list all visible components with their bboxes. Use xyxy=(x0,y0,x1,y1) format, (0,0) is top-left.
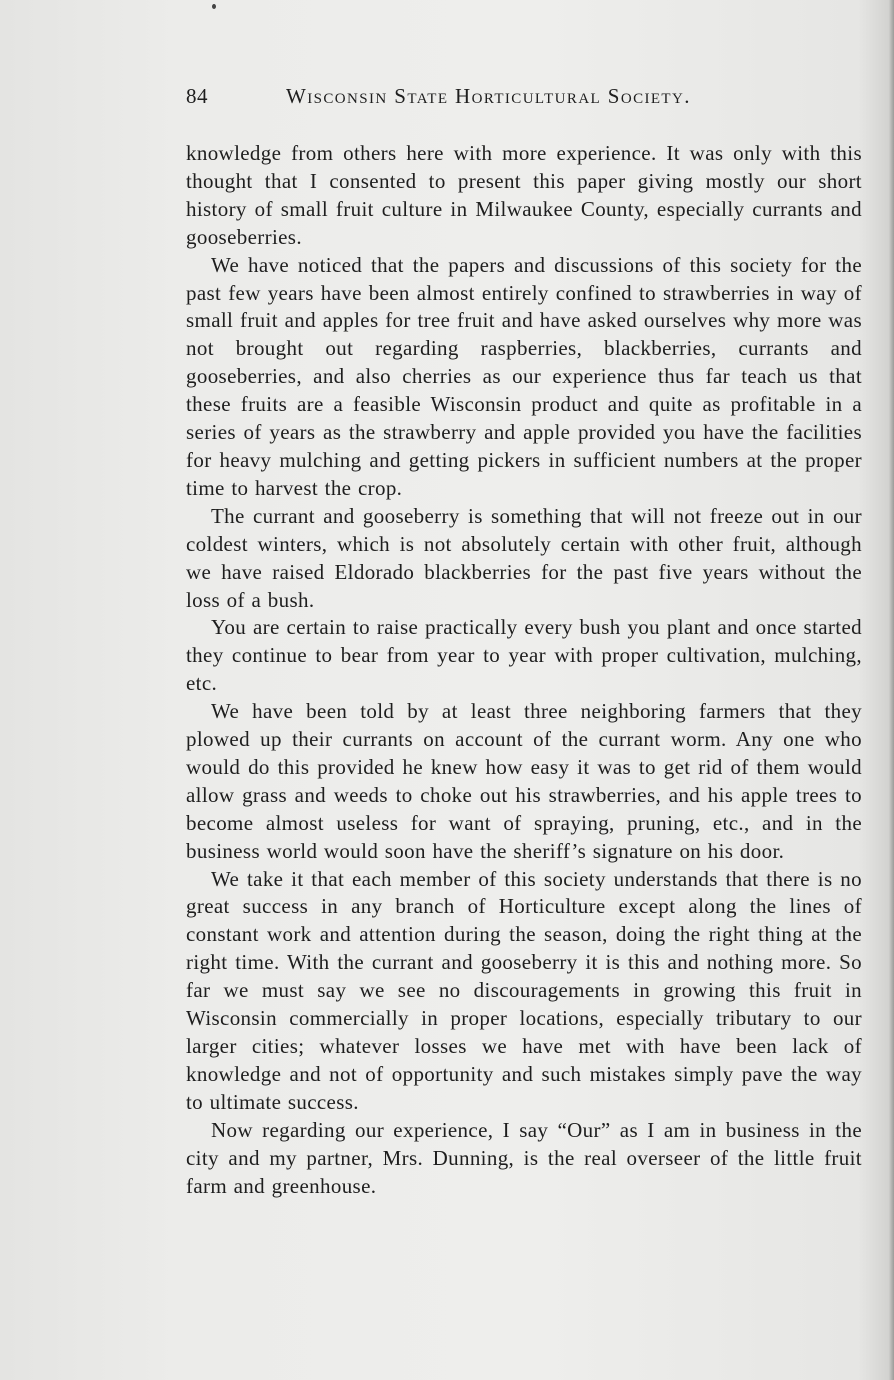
page-header xyxy=(186,84,862,116)
paragraph-4: You are certain to raise practically every bush you plant and once started they continue to bear from year to year with proper cultivation, mulching, etc. xyxy=(186,615,862,696)
ink-speck xyxy=(212,4,216,9)
running-head: Wisconsin State Horticultural Society. xyxy=(286,84,691,108)
paragraph-5: We have been told by at least three neighboring farmers that they plowed up their currants on account of the currant worm. Any one who would do this provided he knew how easy it was to get rid of them would allow grass and weeds to choke out his strawberries, and his apple trees to become almost useless for want of spraying, pruning, etc., and in the business world would soon have the sheriff’s signature on his door. xyxy=(186,699,862,863)
body-text xyxy=(186,140,862,1200)
paragraph-7: Now regarding our experience, I say “Our” as I am in business in the city and my partner, Mrs. Dunning, is the real overseer of the little fruit farm and greenhouse. xyxy=(186,1117,862,1198)
paragraph-1: knowledge from others here with more experience. It was only with this thought that I consented to present this paper giving mostly our short history of small fruit culture in Milwaukee County, especially currants and gooseberries. xyxy=(186,141,862,249)
paragraph-6: We take it that each member of this society understands that there is no great success in any branch of Horticulture except along the lines of constant work and attention during the season, doing the right thing at the right time. With the currant and gooseberry it is this and nothing more. So far we must say we see no discouragements in growing this fruit in Wisconsin commercially in proper locations, especially tributary to our larger cities; whatever losses we have met with have been lack of knowledge and not of opportunity and such mistakes simply pave the way to ultimate success. xyxy=(186,866,862,1114)
paragraph-2: We have noticed that the papers and discussions of this society for the past few years have been almost entirely confined to strawberries in way of small fruit and apples for tree fruit and have asked ourselves why more was not brought out regarding raspberries, blackberries, currants and gooseberries, and also cherries as our experience thus far teach us that these fruits are a feasible Wisconsin product and quite as profitable in a series of years as the strawberry and apple provided you have the facilities for heavy mulching and getting pickers in sufficient numbers at the proper time to harvest the crop. xyxy=(186,252,862,500)
paragraph-3: The currant and gooseberry is something that will not freeze out in our coldest winters, which is not absolutely certain with other fruit, although we have raised Eldorado blackberries for the past five years without the loss of a bush. xyxy=(186,503,862,612)
page-edge xyxy=(889,0,894,1380)
page-number: 84 xyxy=(186,84,208,108)
